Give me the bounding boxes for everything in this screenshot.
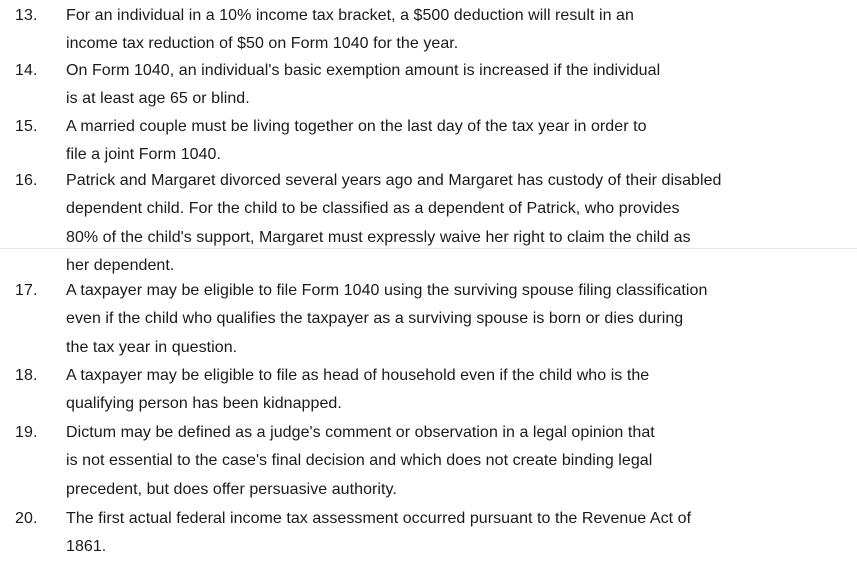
item-text-line: A married couple must be living together on the last day of the tax year in order to (66, 118, 647, 135)
item-text-line: is not essential to the case's final decision and which does not create binding legal (66, 452, 653, 470)
item-number: 13. (15, 7, 38, 24)
item-text (66, 419, 846, 504)
item-text (66, 113, 846, 170)
item-text-line: income tax reduction of $50 on Form 1040 for the year. (66, 35, 459, 53)
item-text-line: A taxpayer may be eligible to file Form 1040 using the surviving spouse filing classification (66, 282, 708, 299)
item-text (66, 277, 846, 362)
item-text-line: The first actual federal income tax assessment occurred pursuant to the Revenue Act of (66, 510, 692, 527)
item-text-line: For an individual in a 10% income tax bracket, a $500 deduction will result in an (66, 7, 634, 24)
item-number: 18. (15, 367, 38, 384)
item-text (66, 505, 846, 562)
item-text-line: On Form 1040, an individual's basic exemption amount is increased if the individual (66, 62, 661, 79)
item-text-line: file a joint Form 1040. (66, 146, 222, 164)
item-text-line: the tax year in question. (66, 338, 238, 356)
item-text-line: her dependent. (66, 257, 175, 275)
item-text-line: Patrick and Margaret divorced several years ago and Margaret has custody of their disabled (66, 172, 722, 189)
item-text (66, 57, 846, 114)
item-number: 17. (15, 282, 38, 299)
item-text (66, 167, 846, 281)
item-text-line: precedent, but does offer persuasive authority. (66, 480, 397, 498)
item-text-line: qualifying person has been kidnapped. (66, 395, 342, 413)
item-number: 20. (15, 510, 38, 527)
item-text-line: Dictum may be defined as a judge's comment or observation in a legal opinion that (66, 424, 655, 441)
item-number: 14. (15, 62, 38, 79)
item-text-line: even if the child who qualifies the taxpayer as a surviving spouse is born or dies during (66, 310, 684, 328)
item-number: 19. (15, 424, 38, 441)
item-number: 16. (15, 172, 38, 189)
item-text-line: A taxpayer may be eligible to file as head of household even if the child who is the (66, 367, 650, 384)
item-text-line: 1861. (66, 538, 107, 556)
item-text-line: is at least age 65 or blind. (66, 90, 250, 108)
item-text (66, 2, 846, 59)
item-number: 15. (15, 118, 38, 135)
item-text-line: 80% of the child's support, Margaret must expressly waive her right to claim the child as (66, 228, 691, 246)
item-text-line: dependent child. For the child to be classified as a dependent of Patrick, who provides (66, 200, 680, 218)
item-text (66, 362, 846, 419)
